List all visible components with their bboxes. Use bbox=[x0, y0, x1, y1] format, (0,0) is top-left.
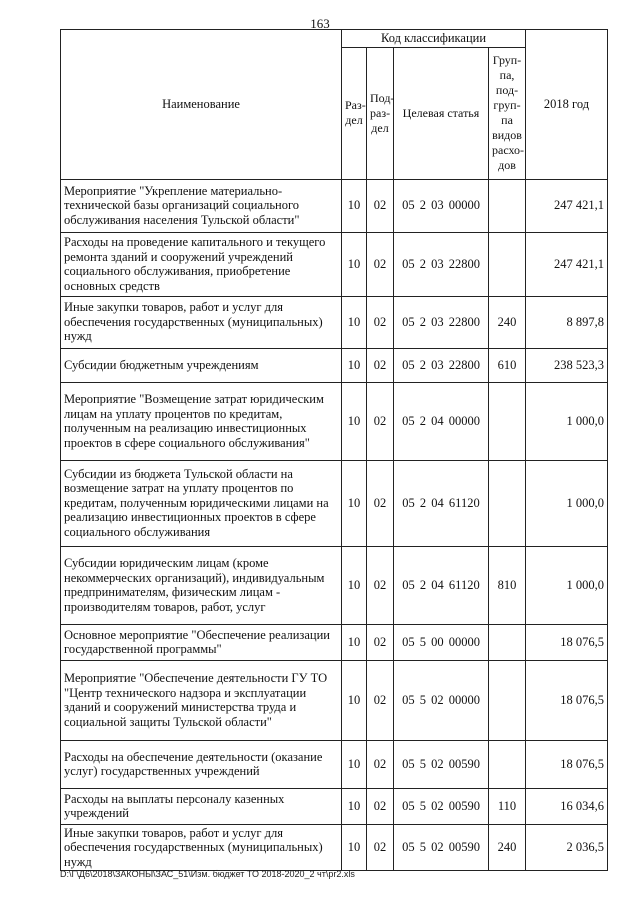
row-name: Иные закупки товаров, работ и услуг для обеспечения государственных (муниципальных) нужд bbox=[61, 824, 342, 871]
table-row bbox=[61, 824, 608, 871]
header-year: 2018 год bbox=[526, 30, 608, 180]
row-group bbox=[489, 660, 526, 740]
row-section: 10 bbox=[342, 232, 367, 296]
row-name: Субсидии из бюджета Тульской области на возмещение затрат на уплату процентов по кредитам, полученным юридическими лицами на реализацию инвестиционных проектов в сфере социального обслуживания bbox=[61, 460, 342, 546]
row-amount: 247 421,1 bbox=[526, 232, 608, 296]
row-name: Основное мероприятие "Обеспечение реализации государственной программы" bbox=[61, 624, 342, 660]
row-name: Субсидии бюджетным учреждениям bbox=[61, 348, 342, 382]
row-name: Расходы на выплаты персоналу казенных учреждений bbox=[61, 788, 342, 824]
row-name: Субсидии юридическим лицам (кроме некоммерческих организаций), индивидуальным предпринимателям, физическим лицам - производителям товаров, работ, услуг bbox=[61, 546, 342, 624]
row-subsection: 02 bbox=[367, 382, 394, 460]
row-target: 05 2 03 22800 bbox=[394, 348, 489, 382]
header-name: Наименование bbox=[61, 30, 342, 180]
row-group bbox=[489, 382, 526, 460]
table-row bbox=[61, 232, 608, 296]
row-target: 05 2 04 61120 bbox=[394, 460, 489, 546]
table-row bbox=[61, 348, 608, 382]
row-group: 110 bbox=[489, 788, 526, 824]
row-group bbox=[489, 460, 526, 546]
row-subsection: 02 bbox=[367, 788, 394, 824]
row-amount: 18 076,5 bbox=[526, 740, 608, 788]
row-name: Мероприятие "Возмещение затрат юридическим лицам на уплату процентов по кредитам, полученным на реализацию инвестиционных проектов в сфере социального обслуживания" bbox=[61, 382, 342, 460]
row-amount: 1 000,0 bbox=[526, 460, 608, 546]
header-section: Раз-дел bbox=[342, 47, 367, 179]
row-target: 05 5 02 00000 bbox=[394, 660, 489, 740]
row-target: 05 2 04 61120 bbox=[394, 546, 489, 624]
row-group bbox=[489, 232, 526, 296]
row-group: 240 bbox=[489, 296, 526, 348]
row-section: 10 bbox=[342, 460, 367, 546]
row-target: 05 2 03 00000 bbox=[394, 179, 489, 232]
row-target: 05 5 02 00590 bbox=[394, 740, 489, 788]
row-subsection: 02 bbox=[367, 624, 394, 660]
table-row bbox=[61, 740, 608, 788]
row-group bbox=[489, 740, 526, 788]
row-name: Расходы на проведение капитального и текущего ремонта зданий и сооружений учреждений социального обслуживания, приобретение основных средств bbox=[61, 232, 342, 296]
header-target-article: Целевая статья bbox=[394, 47, 489, 179]
row-amount: 18 076,5 bbox=[526, 660, 608, 740]
row-subsection: 02 bbox=[367, 296, 394, 348]
row-amount: 238 523,3 bbox=[526, 348, 608, 382]
page-number: 163 bbox=[310, 16, 330, 31]
row-name: Иные закупки товаров, работ и услуг для обеспечения государственных (муниципальных) нужд bbox=[61, 296, 342, 348]
row-section: 10 bbox=[342, 740, 367, 788]
table-row bbox=[61, 179, 608, 232]
row-section: 10 bbox=[342, 624, 367, 660]
row-group: 810 bbox=[489, 546, 526, 624]
header-expense-group: Груп-па, под-груп-па видов расхо-дов bbox=[489, 47, 526, 179]
row-subsection: 02 bbox=[367, 824, 394, 871]
row-group: 240 bbox=[489, 824, 526, 871]
row-amount: 8 897,8 bbox=[526, 296, 608, 348]
row-amount: 1 000,0 bbox=[526, 382, 608, 460]
row-name: Мероприятие "Укрепление материально-технической базы организаций социального обслуживания населения Тульской области" bbox=[61, 179, 342, 232]
table-row bbox=[61, 624, 608, 660]
table-row bbox=[61, 660, 608, 740]
row-name: Расходы на обеспечение деятельности (оказание услуг) государственных учреждений bbox=[61, 740, 342, 788]
row-group: 610 bbox=[489, 348, 526, 382]
row-section: 10 bbox=[342, 382, 367, 460]
table-row bbox=[61, 296, 608, 348]
header-subsection: Под-раз-дел bbox=[367, 47, 394, 179]
table-row bbox=[61, 788, 608, 824]
row-subsection: 02 bbox=[367, 179, 394, 232]
table-row bbox=[61, 382, 608, 460]
row-subsection: 02 bbox=[367, 348, 394, 382]
row-subsection: 02 bbox=[367, 460, 394, 546]
budget-table bbox=[60, 29, 608, 871]
row-amount: 18 076,5 bbox=[526, 624, 608, 660]
row-amount: 1 000,0 bbox=[526, 546, 608, 624]
row-section: 10 bbox=[342, 348, 367, 382]
file-path-footer: D:\Г\Д6\2018\ЗАКОНЫ\ЗАС_51\Изм. бюджет ТО 2018-2020_2 чт\pr2.xls bbox=[60, 869, 355, 879]
row-amount: 247 421,1 bbox=[526, 179, 608, 232]
row-subsection: 02 bbox=[367, 232, 394, 296]
row-target: 05 2 03 22800 bbox=[394, 296, 489, 348]
row-section: 10 bbox=[342, 824, 367, 871]
row-group bbox=[489, 624, 526, 660]
header-row-top bbox=[61, 30, 608, 48]
row-subsection: 02 bbox=[367, 740, 394, 788]
row-subsection: 02 bbox=[367, 546, 394, 624]
header-classification-code: Код классификации bbox=[342, 30, 526, 48]
table-row bbox=[61, 460, 608, 546]
table-row bbox=[61, 546, 608, 624]
row-group bbox=[489, 179, 526, 232]
row-target: 05 5 00 00000 bbox=[394, 624, 489, 660]
row-target: 05 5 02 00590 bbox=[394, 788, 489, 824]
row-target: 05 2 04 00000 bbox=[394, 382, 489, 460]
row-name: Мероприятие "Обеспечение деятельности ГУ ТО "Центр технического надзора и эксплуатации зданий и сооружений министерства труда и социальной защиты Тульской области" bbox=[61, 660, 342, 740]
row-target: 05 2 03 22800 bbox=[394, 232, 489, 296]
row-amount: 2 036,5 bbox=[526, 824, 608, 871]
row-section: 10 bbox=[342, 296, 367, 348]
row-section: 10 bbox=[342, 660, 367, 740]
row-section: 10 bbox=[342, 788, 367, 824]
row-target: 05 5 02 00590 bbox=[394, 824, 489, 871]
row-amount: 16 034,6 bbox=[526, 788, 608, 824]
row-subsection: 02 bbox=[367, 660, 394, 740]
row-section: 10 bbox=[342, 179, 367, 232]
row-section: 10 bbox=[342, 546, 367, 624]
